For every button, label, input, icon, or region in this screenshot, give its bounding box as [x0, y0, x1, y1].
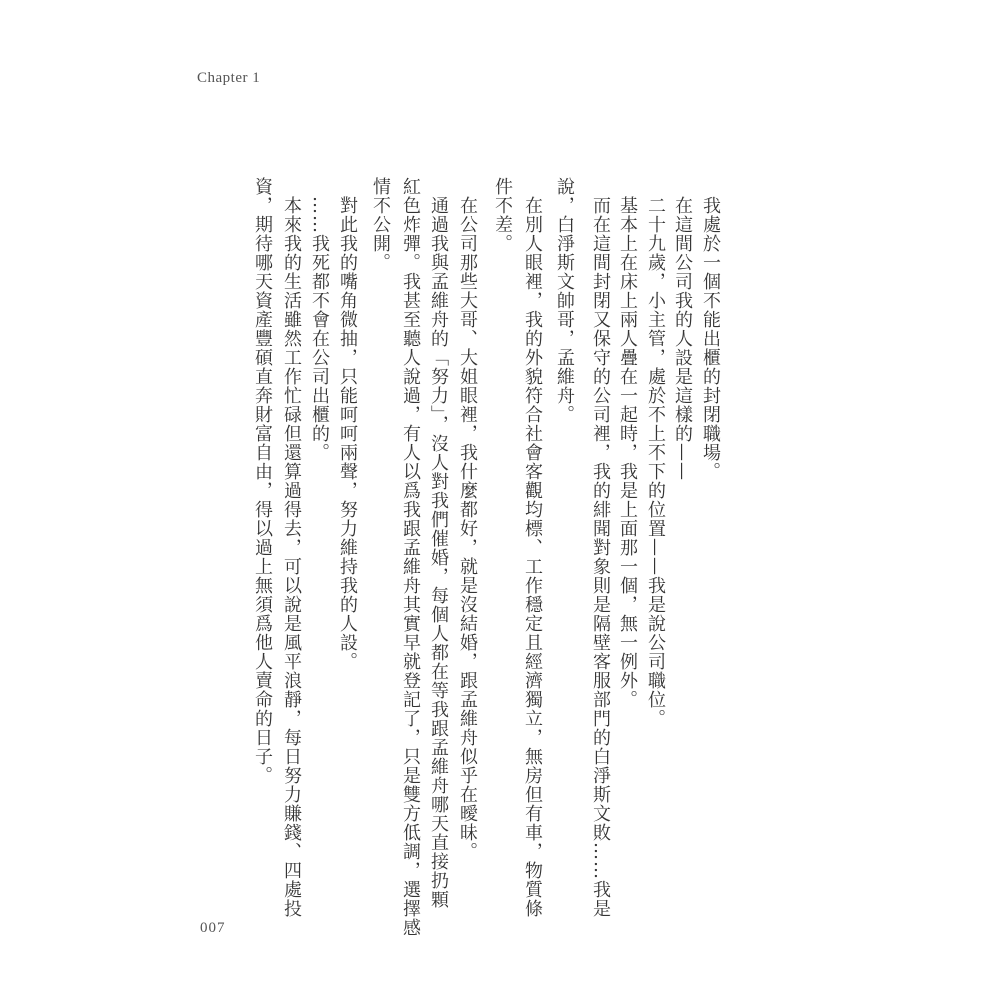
text-column: 情不公開。: [370, 177, 391, 272]
text-column: 紅色炸彈。我甚至聽人說過，有人以爲我跟孟維舟其實早就登記了，只是雙方低調，選擇感: [400, 177, 421, 937]
text-column: 二十九歲，小主管，處於不上不下的位置——我是說公司職位。: [645, 196, 666, 728]
text-column: 本來我的生活雖然工作忙碌但還算過得去，可以說是風平浪靜，每日努力賺錢、四處投: [281, 196, 302, 918]
text-column: 而在這間封閉又保守的公司裡，我的緋聞對象則是隔壁客服部門的白淨斯文敗……我是: [590, 196, 611, 918]
text-column: 說，白淨斯文帥哥，孟維舟。: [554, 177, 575, 424]
text-column: 在公司那些大哥、大姐眼裡，我什麼都好，就是沒結婚，跟孟維舟似乎在曖昧。: [457, 196, 478, 861]
text-column: ……我死都不會在公司出櫃的。: [309, 196, 330, 462]
text-column: 在別人眼裡，我的外貌符合社會客觀均標、工作穩定且經濟獨立，無房但有車，物質條: [522, 196, 543, 918]
text-column: 在這間公司我的人設是這樣的——: [672, 196, 693, 481]
page-number: 007: [200, 920, 226, 936]
text-column: 件不差。: [492, 177, 513, 253]
text-column: 基本上在床上兩人疊在一起時，我是上面那一個，無一例外。: [617, 196, 638, 709]
text-column: 我處於一個不能出櫃的封閉職場。: [700, 196, 721, 481]
chapter-header: Chapter 1: [197, 70, 261, 86]
text-column: 資，期待哪天資產豐碩直奔財富自由，得以過上無須爲他人賣命的日子。: [252, 177, 273, 785]
text-column: 對此我的嘴角微抽，只能呵呵兩聲，努力維持我的人設。: [337, 196, 358, 671]
text-column: 通過我與孟維舟的「努力」，沒人對我們催婚，每個人都在等我跟孟維舟哪天直接扔顆: [428, 196, 449, 909]
